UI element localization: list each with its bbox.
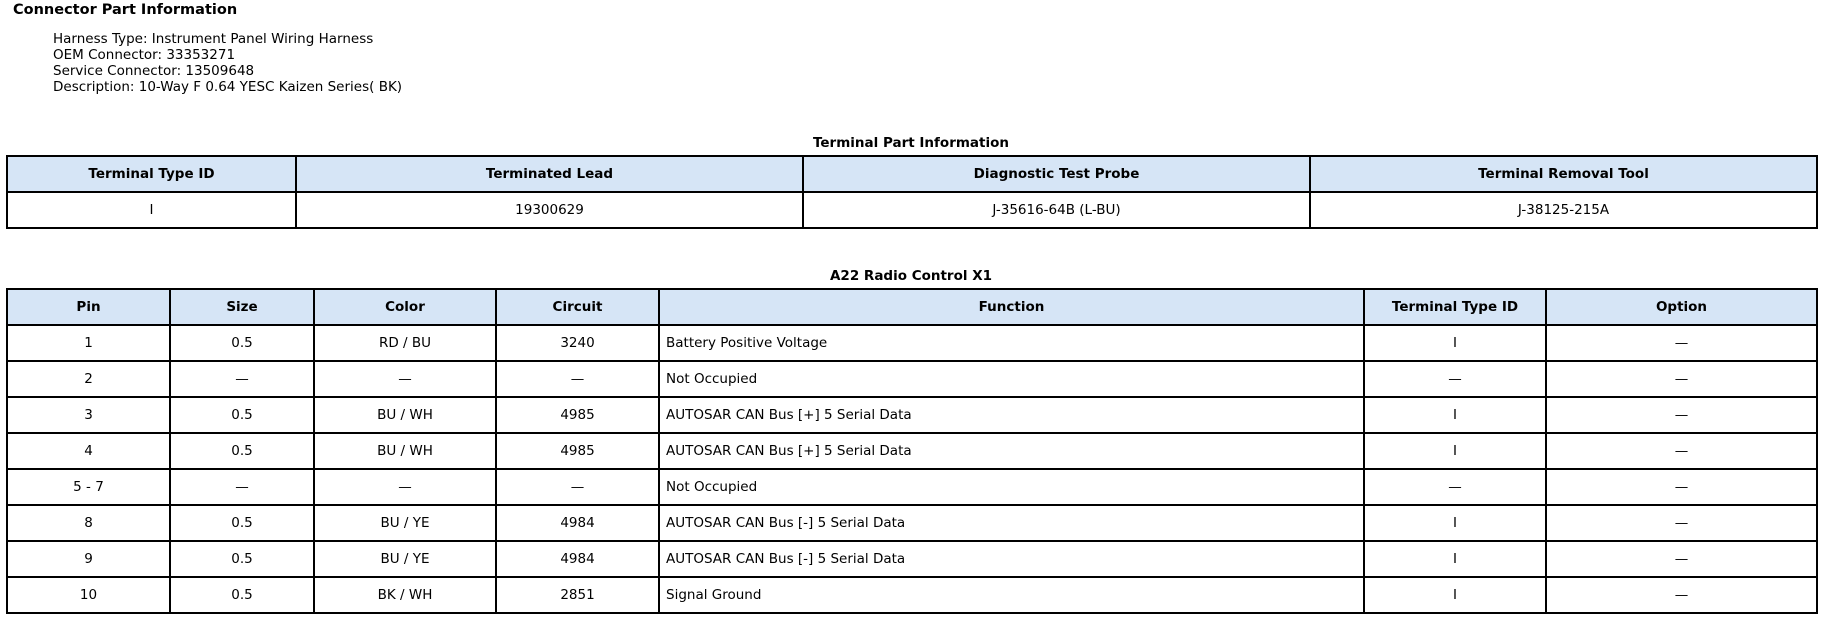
table-row [7,577,1817,613]
pin-cell: 9 [7,541,170,577]
column-header: Terminal Type ID [1364,289,1546,325]
pin-table-header-row [7,289,1817,325]
connector-description: Description: 10-Way F 0.64 YESC Kaizen Series( BK) [53,79,403,95]
option-cell: — [1546,469,1817,505]
pin-cell: 10 [7,577,170,613]
table-row [7,541,1817,577]
function-cell: Not Occupied [659,469,1364,505]
terminal-type-cell: I [1364,577,1546,613]
terminal-type-cell: — [1364,361,1546,397]
pin-cell: 8 [7,505,170,541]
circuit-cell: 4984 [496,505,659,541]
column-header: Circuit [496,289,659,325]
column-header: Size [170,289,314,325]
pin-table-caption: A22 Radio Control X1 [829,268,992,284]
function-cell: Not Occupied [659,361,1364,397]
option-cell: — [1546,505,1817,541]
column-header: Terminal Removal Tool [1310,156,1817,192]
service-connector: Service Connector: 13509648 [53,63,255,79]
circuit-cell: — [496,361,659,397]
circuit-cell: 4985 [496,433,659,469]
column-header: Color [314,289,496,325]
terminal-type-cell: I [1364,541,1546,577]
circuit-cell: 4985 [496,397,659,433]
pin-cell: 2 [7,361,170,397]
column-header: Pin [7,289,170,325]
connector-info-title: Connector Part Information [13,2,238,18]
table-cell: J-38125-215A [1310,192,1817,228]
column-header: Terminal Type ID [7,156,296,192]
color-cell: — [314,361,496,397]
table-row [7,325,1817,361]
circuit-cell: 3240 [496,325,659,361]
table-row [7,505,1817,541]
table-cell: J-35616-64B (L-BU) [803,192,1310,228]
column-header: Terminated Lead [296,156,803,192]
color-cell: BU / WH [314,433,496,469]
size-cell: — [170,361,314,397]
function-cell: AUTOSAR CAN Bus [-] 5 Serial Data [659,505,1364,541]
table-row [7,397,1817,433]
size-cell: 0.5 [170,397,314,433]
connector-info-block [53,31,402,95]
circuit-cell: 4984 [496,541,659,577]
column-header: Function [659,289,1364,325]
terminal-type-cell: I [1364,325,1546,361]
color-cell: — [314,469,496,505]
option-cell: — [1546,325,1817,361]
table-row [7,192,1817,228]
color-cell: BU / WH [314,397,496,433]
column-header: Option [1546,289,1817,325]
circuit-cell: — [496,469,659,505]
color-cell: RD / BU [314,325,496,361]
size-cell: 0.5 [170,505,314,541]
size-cell: 0.5 [170,325,314,361]
option-cell: — [1546,397,1817,433]
circuit-cell: 2851 [496,577,659,613]
function-cell: AUTOSAR CAN Bus [-] 5 Serial Data [659,541,1364,577]
option-cell: — [1546,541,1817,577]
terminal-table-caption: Terminal Part Information [812,135,1009,151]
table-cell: 19300629 [296,192,803,228]
table-row [7,469,1817,505]
pin-cell: 1 [7,325,170,361]
column-header: Diagnostic Test Probe [803,156,1310,192]
pin-assignment-table [6,288,1818,614]
terminal-type-cell: I [1364,397,1546,433]
option-cell: — [1546,433,1817,469]
terminal-type-cell: I [1364,505,1546,541]
color-cell: BK / WH [314,577,496,613]
terminal-table-header-row [7,156,1817,192]
table-row [7,361,1817,397]
harness-type: Harness Type: Instrument Panel Wiring Harness [53,31,374,47]
pin-cell: 4 [7,433,170,469]
table-cell: I [7,192,296,228]
terminal-type-cell: I [1364,433,1546,469]
option-cell: — [1546,361,1817,397]
function-cell: AUTOSAR CAN Bus [+] 5 Serial Data [659,397,1364,433]
size-cell: 0.5 [170,433,314,469]
option-cell: — [1546,577,1817,613]
terminal-type-cell: — [1364,469,1546,505]
color-cell: BU / YE [314,541,496,577]
pin-cell: 3 [7,397,170,433]
function-cell: AUTOSAR CAN Bus [+] 5 Serial Data [659,433,1364,469]
size-cell: — [170,469,314,505]
oem-connector: OEM Connector: 33353271 [53,47,236,63]
function-cell: Battery Positive Voltage [659,325,1364,361]
size-cell: 0.5 [170,541,314,577]
table-row [7,433,1817,469]
color-cell: BU / YE [314,505,496,541]
pin-cell: 5 - 7 [7,469,170,505]
function-cell: Signal Ground [659,577,1364,613]
size-cell: 0.5 [170,577,314,613]
terminal-part-table [6,155,1818,229]
